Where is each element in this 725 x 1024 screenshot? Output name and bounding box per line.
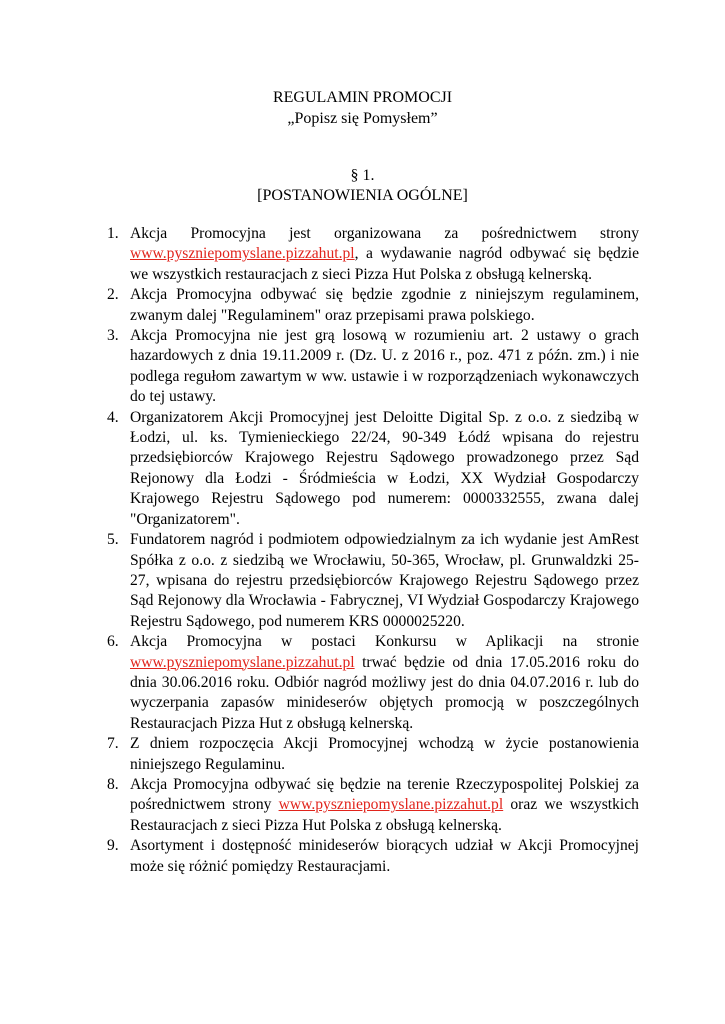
list-item xyxy=(107,836,639,877)
item-number: 8. xyxy=(107,775,119,793)
item-number: 1. xyxy=(107,225,119,242)
item-text: Organizatorem Akcji Promocyjnej jest Deloitte Digital Sp. z o.o. z siedzibą w Łodzi, ul. ks. Tymienieckiego 22/24, 90-349 Łódź wpisana do rejestru przedsiębiorców Krajowego Rejestru Sądowego prowadzonego przez Sąd Rejonowy dla Łodzi - Śródmieścia w Łodzi, XX Wydział Gospodarczy Krajowego Rejestru Sądowego pod numerem: 0000332555, zwana dalej "Organizatorem". xyxy=(130,408,639,528)
item-text: Akcja Promocyjna jest organizowana za pośrednictwem strony xyxy=(130,225,639,242)
section-name: [POSTANOWIENIA OGÓLNE] xyxy=(257,187,468,204)
list-item xyxy=(107,632,639,734)
item-number: 3. xyxy=(107,327,119,345)
list-item xyxy=(107,775,639,836)
item-text: Akcja Promocyjna w postaci Konkursu w Aplikacji na stronie xyxy=(130,633,639,651)
item-text: Akcja Promocyjna odbywać się będzie na terenie Rzeczypospolitej Polskiej za pośrednictwem strony xyxy=(130,775,639,814)
item-text: Fundatorem nagród i podmiotem odpowiedzialnym za ich wydanie jest AmRest Spółka z o.o. z siedzibą we Wrocławiu, 50-365, Wrocław, pl. Grunwaldzki 25-27, wpisana do rejestru przedsiębiorców Krajowego Rejestru Sądowego przez Sąd Rejonowy dla Wrocławia - Fabrycznej, VI Wydział Gospodarczy Krajowego Rejestru Sądowego, pod numerem KRS 0000025220. xyxy=(130,531,639,630)
website-link[interactable]: www.pyszniepomyslane.pizzahut.pl xyxy=(130,245,355,263)
document-subtitle: „Popisz się Pomysłem” xyxy=(287,110,438,127)
item-number: 9. xyxy=(107,837,119,855)
item-text: Akcja Promocyjna nie jest grą losową w rozumieniu art. 2 ustawy o grach hazardowych z dnia 19.11.2009 r. (Dz. U. z 2016 r., poz. 471 z późn. zm.) i nie podlega regułom zawartym w ww. ustawie i w rozporządzeniach wykonawczych do tej ustawy. xyxy=(130,327,639,406)
list-item xyxy=(107,326,639,408)
item-text: oraz we wszystkich Restauracjach z sieci Pizza Hut Polska z obsługą kelnerską. xyxy=(130,796,639,834)
website-link[interactable]: www.pyszniepomyslane.pizzahut.pl xyxy=(278,796,504,814)
list-item xyxy=(107,408,639,530)
list-item xyxy=(107,734,639,775)
website-link[interactable]: www.pyszniepomyslane.pizzahut.pl xyxy=(130,653,355,671)
item-number: 4. xyxy=(107,408,119,426)
document-title: REGULAMIN PROMOCJI xyxy=(272,89,453,106)
item-number: 2. xyxy=(107,286,119,304)
list-item xyxy=(107,224,639,285)
item-number: 7. xyxy=(107,735,119,753)
item-text: Akcja Promocyjna odbywać się będzie zgodnie z niniejszym regulaminem, zwanym dalej "Regulaminem" oraz przepisami prawa polskiego. xyxy=(130,286,639,324)
list-item xyxy=(107,285,639,326)
item-text: trwać będzie od dnia 17.05.2016 roku do dnia 30.06.2016 roku. Odbiór nagród możliwy jest do dnia 04.07.2016 r. lub do wyczerpania zapasów minideserów objętych promocją w poszczególnych Restauracjach Pizza Hut z obsługą kelnerską. xyxy=(130,653,639,732)
list-item xyxy=(107,530,639,632)
section-number: § 1. xyxy=(350,167,375,184)
item-text: , a wydawanie nagród odbywać się będzie we wszystkich restauracjach z sieci Pizza Hut Polska z obsługą kelnerską. xyxy=(130,245,639,283)
item-text: Z dniem rozpoczęcia Akcji Promocyjnej wchodzą w życie postanowienia niniejszego Regulaminu. xyxy=(130,735,639,773)
provisions-list xyxy=(107,224,639,877)
item-text: Asortyment i dostępność minideserów biorących udział w Akcji Promocyjnej może się różnić pomiędzy Restauracjami. xyxy=(130,837,639,875)
item-number: 6. xyxy=(107,633,119,651)
item-number: 5. xyxy=(107,531,119,549)
